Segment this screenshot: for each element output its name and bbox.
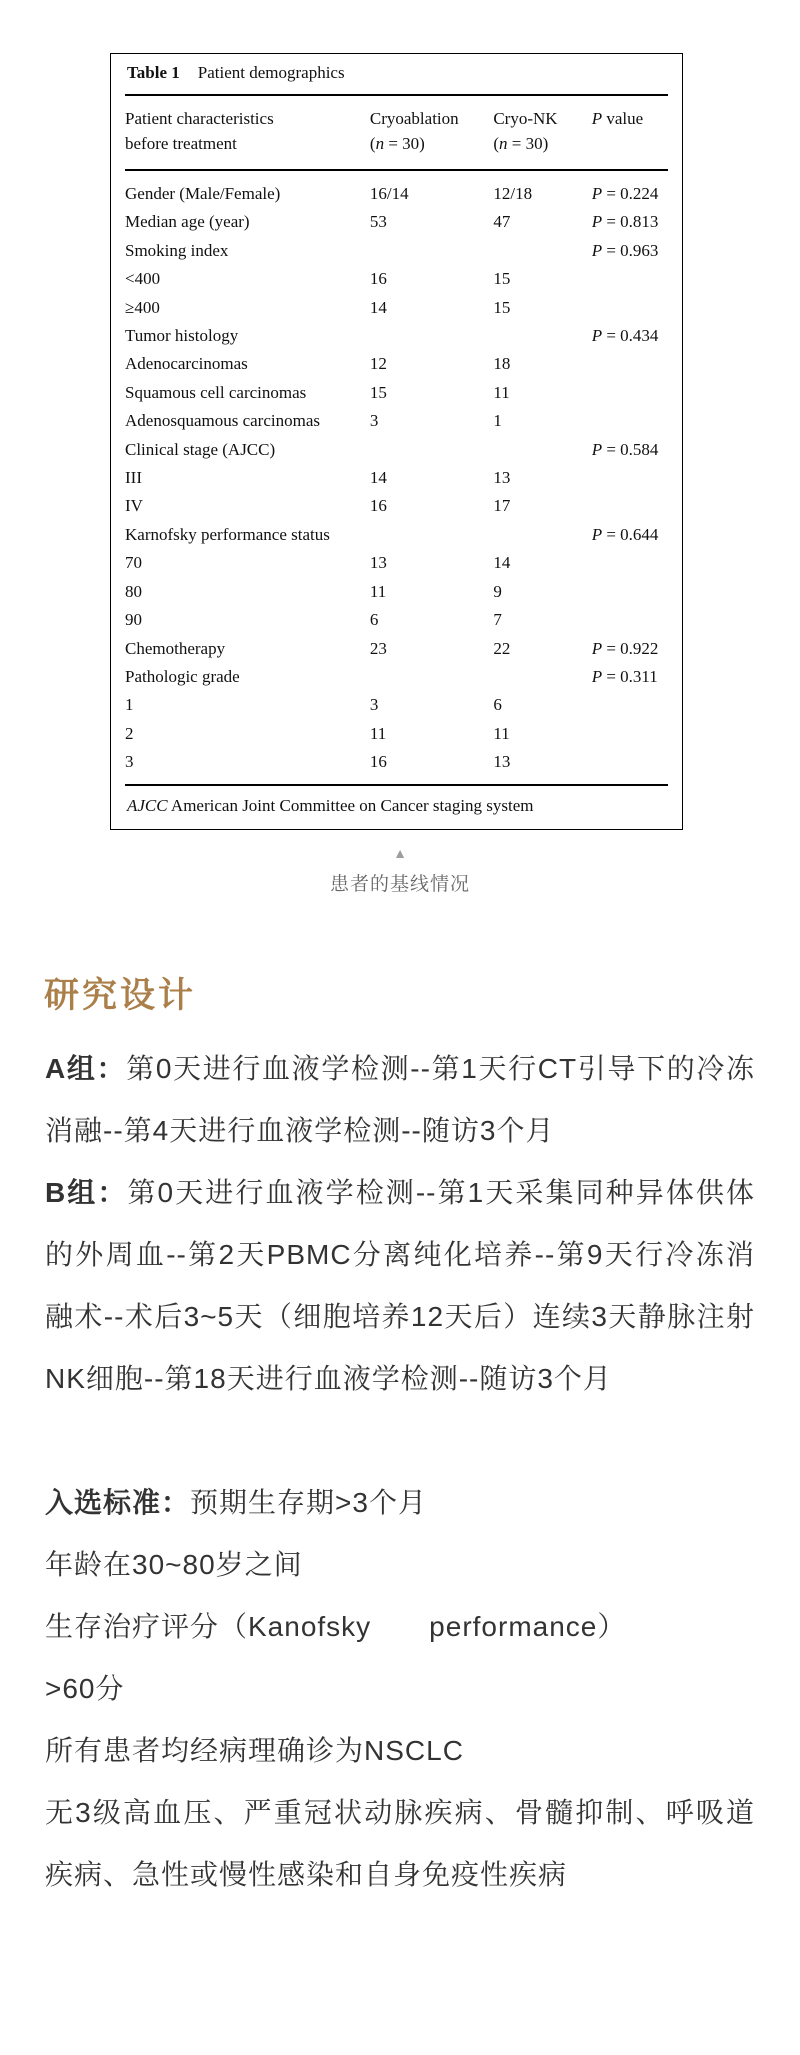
cryo-nk-value: [493, 322, 591, 350]
table-body: [125, 170, 668, 784]
p-value: [592, 748, 668, 783]
cryoablation-value: [370, 663, 493, 691]
article-body: [45, 1038, 755, 1906]
cryoablation-value: [370, 237, 493, 265]
col-header-cryo-nk: Cryo-NK (n = 30): [493, 96, 591, 170]
criteria-label: 入选标准：: [45, 1486, 191, 1518]
cryoablation-value: 11: [369, 723, 387, 743]
cryoablation-value: 23: [369, 638, 387, 658]
group-a-label: A组：: [45, 1052, 127, 1084]
criteria-first-text: 预期生存期>3个月: [190, 1486, 427, 1518]
row-label: Adenocarcinomas: [125, 354, 248, 374]
group-b-text: 第0天进行血液学检测--第1天采集同种异体供体的外周血--第2天PBMC分离纯化培养--第9天行冷冻消融术--术后3~5天（细胞培养12天后）连续3天静脉注射NK细胞--第18天进行血液学检测--随访3个月: [45, 1176, 755, 1394]
table-footnote: AJCC American Joint Committee on Cancer staging system: [125, 784, 668, 819]
table-row: [125, 521, 668, 549]
cryo-nk-value: 11: [493, 723, 510, 743]
table-row: [125, 407, 668, 435]
row-label: <400: [125, 269, 161, 289]
triangle-up-icon: ▲: [393, 844, 407, 861]
p-value: [592, 578, 668, 606]
group-b-label: B组：: [45, 1176, 128, 1208]
cryo-nk-value: 47: [493, 212, 511, 232]
cryoablation-value: 3: [369, 411, 379, 431]
cryo-nk-value: 6: [493, 695, 502, 715]
p-value: P = 0.963: [591, 240, 659, 260]
col-header-p-value: P value: [592, 96, 668, 170]
cryo-nk-value: 11: [493, 382, 510, 402]
cryo-nk-value: 17: [493, 496, 511, 516]
p-value: P = 0.922: [591, 638, 659, 658]
p-value: P = 0.311: [591, 666, 658, 686]
table-row: [125, 720, 668, 748]
table-row: [125, 170, 668, 208]
col-header-characteristics: Patient characteristics before treatment: [125, 96, 370, 170]
criteria-line: [45, 1472, 755, 1534]
patient-demographics-table: [125, 96, 668, 784]
cryo-nk-value: 1: [493, 411, 502, 431]
cryoablation-value: 53: [369, 212, 387, 232]
cryo-nk-value: 13: [493, 752, 511, 772]
cryoablation-value: 3: [369, 695, 379, 715]
cryo-nk-value: [493, 521, 591, 549]
header-row: [125, 96, 668, 170]
cryo-nk-value: [493, 436, 591, 464]
criteria-line: 无3级高血压、严重冠状动脉疾病、骨髓抑制、呼吸道疾病、急性或慢性感染和自身免疫性疾病: [45, 1796, 755, 1890]
cryoablation-value: 6: [369, 610, 379, 630]
table-row: [125, 294, 668, 322]
p-value: [592, 265, 668, 293]
paragraph-group-a: [45, 1038, 755, 1162]
table-row: [125, 663, 668, 691]
p-value: P = 0.584: [591, 439, 659, 459]
p-value: [592, 294, 668, 322]
cryo-nk-value: 15: [493, 269, 511, 289]
p-value: P = 0.813: [591, 212, 659, 232]
cryoablation-value: 12: [369, 354, 387, 374]
cryo-nk-value: 15: [493, 297, 511, 317]
cryoablation-value: 11: [369, 581, 387, 601]
table-row: [125, 436, 668, 464]
row-label: Clinical stage (AJCC): [125, 439, 276, 459]
row-label: 80: [125, 581, 142, 601]
p-value: P = 0.434: [591, 326, 659, 346]
criteria-line: 所有患者均经病理确诊为NSCLC: [45, 1734, 464, 1766]
cryoablation-value: 16: [369, 269, 387, 289]
table-row: [125, 748, 668, 783]
table-header: [125, 96, 668, 170]
row-label: 2: [125, 723, 134, 743]
cryoablation-value: 16/14: [369, 184, 409, 203]
cryo-nk-value: 14: [493, 553, 511, 573]
group-a-text: 第0天进行血液学检测--第1天行CT引导下的冷冻消融--第4天进行血液学检测--随访3个月: [45, 1052, 755, 1146]
section-heading: 研究设计: [44, 975, 197, 1015]
row-label: Chemotherapy: [125, 638, 226, 658]
p-value: P = 0.224: [591, 184, 659, 203]
paragraph-group-b: [45, 1162, 755, 1410]
table-row: [125, 265, 668, 293]
cryo-nk-value: [493, 237, 591, 265]
row-label: 1: [125, 695, 134, 715]
row-label: Squamous cell carcinomas: [125, 382, 307, 402]
criteria-line: >60分: [45, 1672, 125, 1704]
demographics-table: [110, 53, 683, 830]
row-label: Smoking index: [125, 240, 229, 260]
p-value: [592, 407, 668, 435]
table-row: [125, 322, 668, 350]
row-label: IV: [125, 496, 143, 516]
row-label: 90: [125, 610, 142, 630]
row-label: Karnofsky performance status: [125, 524, 330, 544]
cryoablation-value: 13: [369, 553, 387, 573]
table-row: [125, 606, 668, 634]
row-label: III: [125, 468, 142, 488]
p-value: [592, 549, 668, 577]
criteria-line: 年龄在30~80岁之间: [45, 1548, 303, 1580]
p-value: [592, 492, 668, 520]
p-value: [592, 464, 668, 492]
table-row: [125, 691, 668, 719]
p-value: [592, 720, 668, 748]
table-row: [125, 635, 668, 663]
table-figure: [0, 53, 800, 898]
p-value: [592, 606, 668, 634]
cryo-nk-value: 13: [493, 468, 511, 488]
table-label: Table 1: [127, 63, 180, 82]
cryoablation-value: 14: [369, 297, 387, 317]
table-row: [125, 350, 668, 378]
cryoablation-value: [370, 436, 493, 464]
row-label: Median age (year): [125, 212, 250, 232]
cryoablation-value: [370, 322, 493, 350]
cryoablation-value: [370, 521, 493, 549]
row-label: 3: [125, 752, 134, 772]
cryo-nk-value: 18: [493, 354, 511, 374]
table-title-text: Patient demographics: [197, 63, 345, 82]
table-row: [125, 379, 668, 407]
cryoablation-value: 16: [369, 496, 387, 516]
row-label: Pathologic grade: [125, 666, 240, 686]
table-row: [125, 464, 668, 492]
p-value: [592, 691, 668, 719]
table-title: [125, 54, 668, 96]
criteria-line: 生存治疗评分（Kanofsky performance）: [45, 1610, 627, 1642]
p-value: P = 0.644: [591, 524, 659, 544]
row-label: Adenosquamous carcinomas: [125, 411, 320, 431]
cryoablation-value: 14: [369, 468, 387, 488]
cryoablation-value: 15: [369, 382, 387, 402]
table-row: [125, 492, 668, 520]
table-row: [125, 549, 668, 577]
cryo-nk-value: [493, 663, 591, 691]
figure-caption: 患者的基线情况: [329, 873, 470, 895]
cryo-nk-value: 9: [493, 581, 502, 601]
table-row: [125, 237, 668, 265]
cryoablation-value: 16: [369, 752, 387, 772]
p-value: [592, 350, 668, 378]
row-label: Tumor histology: [125, 326, 239, 346]
row-label: 70: [125, 553, 142, 573]
table-row: [125, 578, 668, 606]
row-label: Gender (Male/Female): [125, 184, 281, 203]
cryo-nk-value: 22: [493, 638, 511, 658]
col-header-cryoablation: Cryoablation (n = 30): [370, 96, 493, 170]
p-value: [592, 379, 668, 407]
table-row: [125, 208, 668, 236]
row-label: ≥400: [125, 297, 160, 317]
cryo-nk-value: 7: [493, 610, 502, 630]
cryo-nk-value: 12/18: [493, 184, 533, 203]
